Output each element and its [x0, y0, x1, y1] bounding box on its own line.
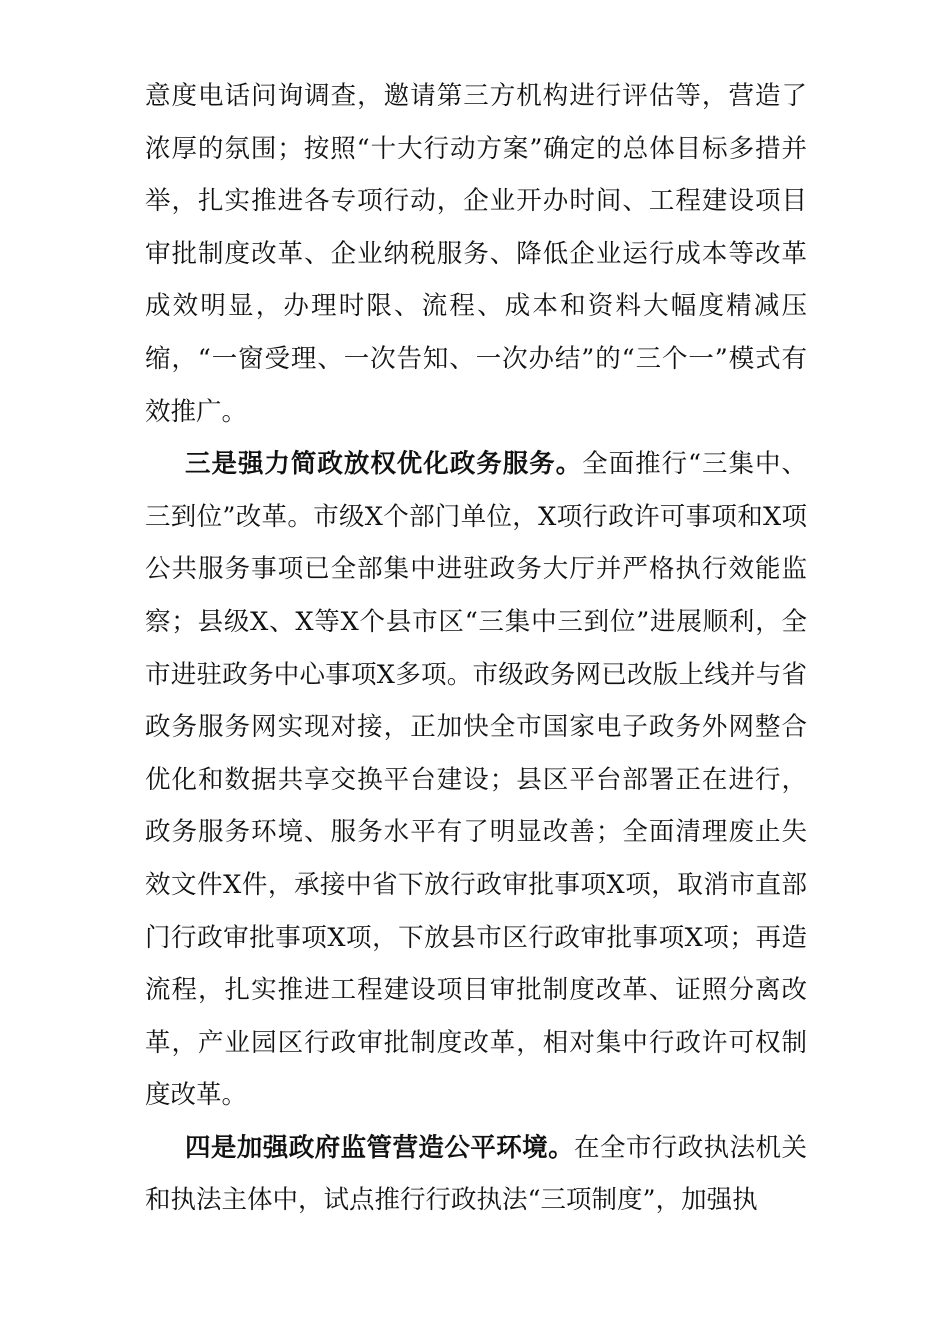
document-page — [145, 70, 807, 1227]
paragraph-item-four — [145, 1122, 807, 1227]
paragraph-lead-heading: 三是强力简政放权优化政务服务。 — [185, 449, 583, 480]
paragraph-continuation — [145, 70, 807, 438]
paragraph-lead-heading: 四是加强政府监管营造公平环境。 — [185, 1132, 575, 1163]
paragraph-text: 在全市行政执法机关和执法主体中，试点推行行政执法“三项制度”，加强执 — [145, 1132, 807, 1216]
paragraph-text: 全面推行“三集中、三到位”改革。市级X个部门单位，X项行政许可事项和X项公共服务事项已全部集中进驻政务大厅并严格执行效能监察；县级X、X等X个县市区“三集中三到位”进展顺利，全市进驻政务中心事项X多项。市级政务网已改版上线并与省政务服务网实现对接，正加快全市国家电子政务外网整合优化和数据共享交换平台建设；县区平台部署正在进行，政务服务环境、服务水平有了明显改善；全面清理废止失效文件X件，承接中省下放行政审批事项X项，取消市直部门行政审批事项X项，下放县市区行政审批事项X项；再造流程，扎实推进工程建设项目审批制度改革、证照分离改革，产业园区行政审批制度改革，相对集中行政许可权制度改革。 — [145, 449, 807, 1111]
paragraph-item-three — [145, 438, 807, 1122]
paragraph-text: 意度电话问询调查，邀请第三方机构进行评估等，营造了浓厚的氛围；按照“十大行动方案”确定的总体目标多措并举，扎实推进各专项行动，企业开办时间、工程建设项目审批制度改革、企业纳税服务、降低企业运行成本等改革成效明显，办理时限、流程、成本和资料大幅度精减压缩，“一窗受理、一次告知、一次办结”的“三个一”模式有效推广。 — [145, 81, 807, 427]
